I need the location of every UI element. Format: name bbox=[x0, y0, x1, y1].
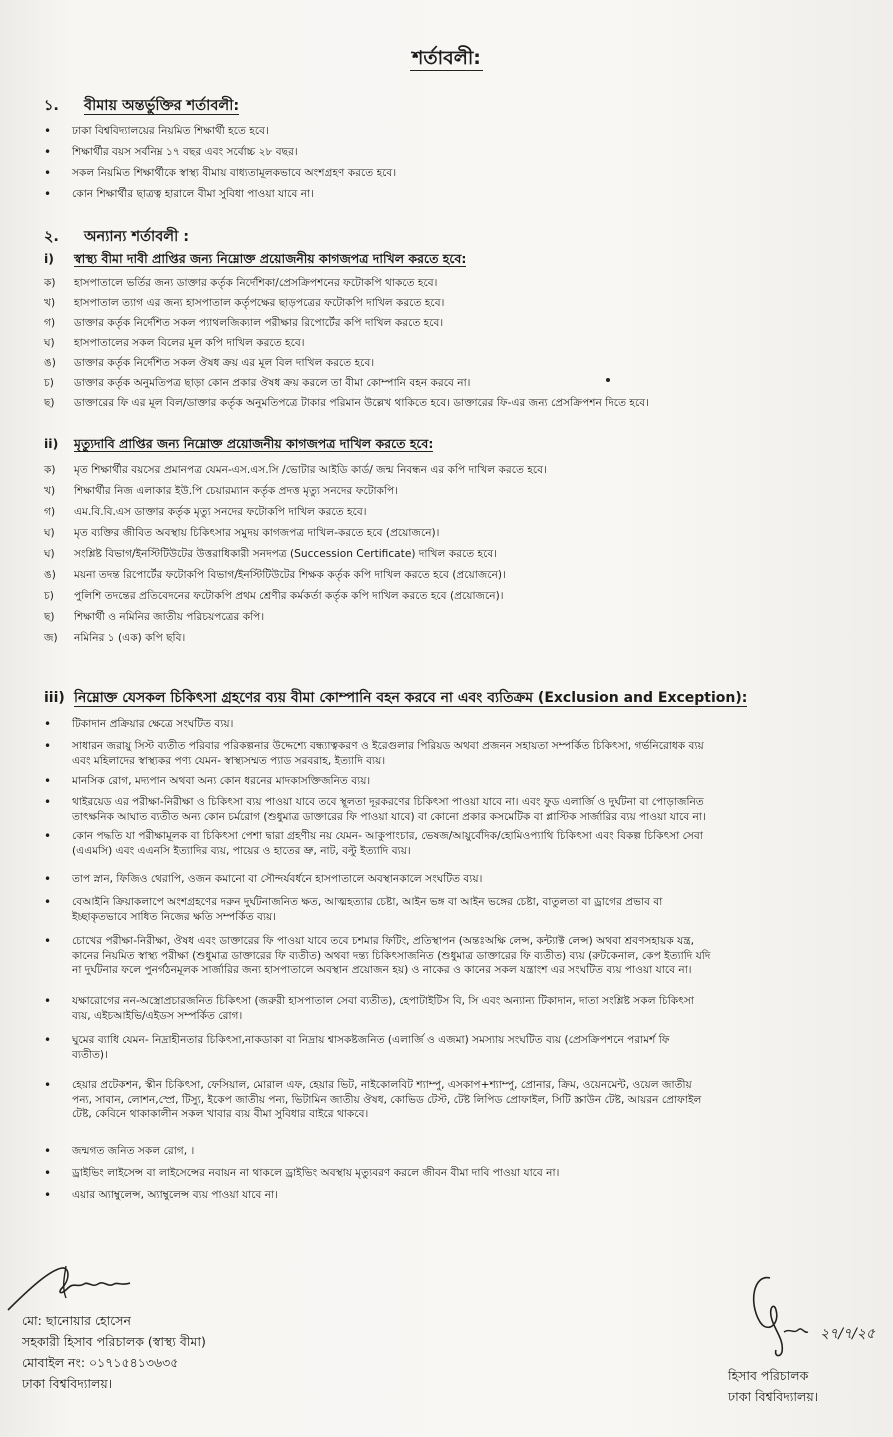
right-signatory-org: ঢাকা বিশ্ববিদ্যালয়। bbox=[728, 1389, 819, 1404]
death-claim-item: ঘ) মৃত ব্যক্তির জীবিত অবস্থায় চিকিৎসার সমুদয় কাগজপত্র দাখিল-করতে হবে (প্রয়োজনে)। bbox=[44, 527, 440, 539]
exclusion-bullet: • সাধারন জরায়ু সিস্ট ব্যতীত পরিবার পরিকল্পনার উদ্দেশ্যে বন্ধ্যাত্বকরণ ও ইরেগুলার পিরিয়ড অথবা প্রজনন সহায়তা সম্পর্কিত চিকিৎসা, গর্ভনিরোধক ব্যয় এবং মহিলাদের স্বাস্থ্যকর পণ্য যেমন- স্বাস্থ্যসম্মত প্যাড সরবরাহ, ইত্যাদি ব্যয়। bbox=[44, 739, 704, 767]
left-signatory-mobile: মোবাইল নং: ০১৭১৫৪১৩৬৩৫ bbox=[22, 1355, 179, 1370]
right-signatory-block bbox=[728, 1365, 818, 1407]
exclusion-bullet: • হেয়ার প্রটেকশন, স্কীন চিকিৎসা, ফেসিয়াল, মোরাল এফ, হেয়ার ভিট, নাইকোলবিট শ্যাম্পু, এসকাপ+শ্যাম্পু, প্রোনার, ক্রিম, ওয়েনমেন্ট, ওয়েল জাতীয় পন্য, সাবান, লোশন,স্প্রে, টিস্যু, ইকেপ জাতীয় পন্য, ভিটামিন জাতীয় ঔষধ, কোভিড টেস্ট, টেষ্ট লিপিড প্রোফাইল, সিটি স্ক্রাউন টেষ্ট, আয়রন প্রোফাইল টেষ্ট, কেবিনে থাকাকালীন সকল খাবার ব্যয় বীমা সুবিধার বাইরে থাকবে। bbox=[44, 1078, 702, 1120]
subsection-iii-heading: iii) নিম্নোক্ত যেসকল চিকিৎসা গ্রহণের ব্যয় বীমা কোম্পানি বহন করবে না এবং ব্যতিক্রম (Exclusion and Exception): bbox=[44, 690, 748, 706]
exclusion-bullet: • থাইরয়েড এর পরীক্ষা-নিরীক্ষা ও চিকিৎসা ব্যয় পাওয়া যাবে তবে স্থূলতা দূরকরণের চিকিৎসা পাওয়া যাবে না। এবং ফুড এলার্জি ও দুর্ঘটনা বা পোড়াজনিত তাৎক্ষনিক আঘাত ব্যতীত অন্য কোন চর্মরোগ (শুধুমাত্র ডাক্তারের ফি পাওয়া যাবে) বা কোনো প্রকার কসমেটিক বা প্লাস্টিক সার্জারির ব্যয় পাওয়া যাবে না। bbox=[44, 795, 706, 823]
section-1-heading: ১. বীমায় অন্তর্ভুক্তির শর্তাবলী: bbox=[44, 98, 240, 114]
exclusion-bullet: • বেআইনি ক্রিয়াকলাপে অংশগ্রহণের দরুন দুর্ঘটনাজনিত ক্ষত, আত্মহত্যার চেষ্টা, আইন ভঙ্গ বা আইন ভঙ্গের চেষ্টা, বাতুলতা বা ড্রাগের প্রভাব বা ইচ্ছাকৃতভাবে সাধিত নিজের ক্ষতি সম্পর্কিত ব্যয়। bbox=[44, 895, 663, 923]
death-claim-item: ঘ) সংশ্লিষ্ট বিভাগ/ইনস্টিটিউটের উত্তরাধিকারী সনদপত্র (Succession Certificate) দাখিল করতে হবে। bbox=[44, 548, 498, 560]
left-signatory-designation: সহকারী হিসাব পরিচালক (স্বাস্থ্য বীমা) bbox=[22, 1334, 206, 1349]
death-claim-item: জ) নমিনির ১ (এক) কপি ছবি। bbox=[44, 632, 186, 644]
exclusion-bullet: • ঘুমের ব্যাধি যেমন- নিদ্রাহীনতার চিকিৎসা,নাকডাকা বা নিদ্রায় শ্বাসকষ্টজনিত (এলার্জি ও এজমা) সমস্যায় সংঘটিত ব্যয় (প্রেসক্রিপশনে পরামর্শ ফি ব্যতীত)। bbox=[44, 1033, 670, 1061]
claim-document-item: ঘ) হাসপাতালের সকল বিলের মূল কপি দাখিল করতে হবে। bbox=[44, 337, 305, 349]
ink-dot bbox=[606, 378, 610, 382]
exclusion-bullet: • এয়ার অ্যাম্বুলেন্স, অ্যাম্বুলেন্স ব্যয় পাওয়া যাবে না। bbox=[44, 1188, 278, 1202]
death-claim-item: ঙ) ময়না তদন্ত রিপোর্টের ফটোকপি বিভাগ/ইনস্টিটিউটের শিক্ষক কর্তৃক কপি দাখিল করতে হবে (প্রয়োজনে)। bbox=[44, 569, 506, 581]
death-claim-item: খ) শিক্ষার্থীর নিজ এলাকার ইউ.পি চেয়ারম্যান কর্তৃক প্রদত্ত মৃত্যু সনদের ফটোকপি। bbox=[44, 485, 398, 497]
claim-document-item: চ) ডাক্তার কর্তৃক অনুমতিপত্র ছাড়া কোন প্রকার ঔষধ ক্রয় করলে তা বীমা কোম্পানি বহন করবে না। bbox=[44, 377, 471, 389]
exclusion-bullet: • তাপ স্নান, ফিজিও থেরাপি, ওজন কমানো বা সৌন্দর্যবর্ধনে হাসপাতালে অবস্থানকালে সংঘটিত ব্যয়। bbox=[44, 872, 483, 886]
section-1-bullet: • শিক্ষার্থীর বয়স সর্বনিম্ন ১৭ বছর এবং সর্বোচ্চ ২৮ বছর। bbox=[44, 145, 298, 159]
claim-document-item: গ) ডাক্তার কর্তৃক নির্দেশিত সকল প্যাথলজিক্যাল পরীক্ষার রিপোর্টের কপি দাখিল করতে হবে। bbox=[44, 317, 444, 329]
claim-document-item: খ) হাসপাতাল ত্যাগ এর জন্য হাসপাতাল কর্তৃপক্ষের ছাড়পত্রের ফটোকপি দাখিল করতে হবে। bbox=[44, 297, 445, 309]
exclusion-bullet: • চোখের পরীক্ষা-নিরীক্ষা, ঔষধ এবং ডাক্তারের ফি পাওয়া যাবে তবে চশমার ফিটিং, প্রতিস্থাপন (অন্তঃঅক্ষি লেন্স, কন্ট্যাক্ট লেন্স) অথবা শ্রবণসহায়ক যন্ত্র, কানের নিয়মিত স্বাস্থ্য পরীক্ষা (শুধুমাত্র ডাক্তারের ফি ব্যতীত) অথবা দন্ত্য চিকিৎসাজনিত (শুধুমাত্র ডাক্তারের ফি ব্যতীত) ব্যয় (রুটকেনাল, কেপ ইত্যাদি যদি না দুর্ঘটনার ফলে পুনর্গঠনমূলক সার্জারির জন্য হাসপাতালে অবস্থান প্রয়োজন হয়) ও নাকের ও কানের সকল যন্ত্রাংশ এর সংঘটিত ব্যয় পাওয়া যাবে না। bbox=[44, 934, 711, 976]
right-signatory-designation: হিসাব পরিচালক bbox=[728, 1368, 809, 1383]
exclusion-bullet: • যক্ষারোগের নন-অস্ত্রোপ্রচারজনিত চিকিৎসা (জরুরী হাসপাতাল সেবা ব্যতীত), হেপাটাইটিস বি, সি এবং অন্যান্য টিকাদান, দাতা সংশ্লিষ্ট সকল চিকিৎসা ব্যয়, এইচআইভি/এইডস সম্পর্কিত রোগ। bbox=[44, 994, 694, 1022]
death-claim-item: গ) এম.বি.বি.এস ডাক্তার কর্তৃক মৃত্যু সনদের ফটোকপি দাখিল করতে হবে। bbox=[44, 506, 367, 518]
claim-document-item: ছ) ডাক্তারের ফি এর মূল বিল/ডাক্তার কর্তৃক অনুমতিপত্রে টাকার পরিমান উল্লেখ থাকিতে হবে। ডাক্তারের ফি-এর জন্য প্রেসক্রিপশন দিতে হবে। bbox=[44, 397, 649, 409]
exclusion-bullet: • কোন পদ্ধতি যা পরীক্ষামূলক বা চিকিৎসা পেশা দ্বারা গ্রহণীয় নয় যেমন- আকুপাংচার, ভেষজ/আয়ুর্বেদিক/হোমিওপ্যাথি চিকিৎসা এবং বিকল্প চিকিৎসা সেবা (এএমসি) এবং এএনসি ইত্যাদির ব্যয়, পায়ের ও হাতের ভ্রু, নাট, বল্টু ইত্যাদি ব্যয়। bbox=[44, 829, 703, 857]
subsection-ii-heading: ii) মৃত্যুদাবি প্রাপ্তির জন্য নিম্নোক্ত প্রয়োজনীয় কাগজপত্র দাখিল করতে হবে: bbox=[44, 436, 434, 451]
page-title: শর্তাবলী: bbox=[412, 47, 481, 69]
section-1-bullet: • সকল নিয়মিত শিক্ষার্থীকে স্বাস্থ্য বীমায় বাধ্যতামূলকভাবে অংশগ্রহণ করতে হবে। bbox=[44, 166, 397, 180]
left-signatory-org: ঢাকা বিশ্ববিদ্যালয়। bbox=[22, 1376, 113, 1391]
death-claim-item: ক) মৃত শিক্ষার্থীর বয়সের প্রমানপত্র যেমন-এস.এস.সি /ভোটার আইডি কার্ড/ জন্ম নিবন্ধন এর কপি দাখিল করতে হবে। bbox=[44, 464, 547, 476]
section-1-bullet: • ঢাকা বিশ্ববিদ্যালয়ের নিয়মিত শিক্ষার্থী হতে হবে। bbox=[44, 124, 269, 138]
left-signature-image bbox=[0, 1258, 150, 1318]
exclusion-bullet: • টিকাদান প্রক্রিয়ার ক্ষেত্রে সংঘটিত ব্যয়। bbox=[44, 717, 234, 731]
left-signatory-block bbox=[22, 1310, 206, 1394]
claim-document-item: ঙ) ডাক্তার কর্তৃক নির্দেশিত সকল ঔষধ ক্রয় এর মূল বিল দাখিল করতে হবে। bbox=[44, 357, 375, 369]
section-1-bullet: • কোন শিক্ষার্থীর ছাত্রত্ব হারালে বীমা সুবিধা পাওয়া যাবে না। bbox=[44, 187, 314, 201]
section-2-heading: ২. অন্যান্য শর্তাবলী : bbox=[44, 229, 190, 245]
exclusion-bullet: • মানসিক রোগ, মদ্যপান অথবা অন্য কোন ধরনের মাদকাসক্তিজনিত ব্যয়। bbox=[44, 774, 371, 788]
death-claim-item: ছ) শিক্ষার্থী ও নমিনির জাতীয় পরিচয়পত্রের কপি। bbox=[44, 611, 265, 623]
right-signature-image bbox=[740, 1262, 830, 1372]
claim-document-item: ক) হাসপাতালে ভর্তির জন্য ডাক্তার কর্তৃক নির্দেশিকা/প্রেসক্রিপশনের ফটোকপি থাকতে হবে। bbox=[44, 277, 438, 289]
left-signatory-name: মো: ছানোয়ার হোসেন bbox=[22, 1313, 131, 1328]
exclusion-bullet: • জন্মগত জনিত সকল রোগ, । bbox=[44, 1144, 195, 1158]
right-signature-date: ২৭/৭/২৫ bbox=[820, 1326, 875, 1342]
death-claim-item: চ) পুলিশি তদন্তের প্রতিবেদনের ফটোকপি প্রথম শ্রেণীর কর্মকর্তা কর্তৃক কপি দাখিল করতে হবে (প্রয়োজনে)। bbox=[44, 590, 504, 602]
exclusion-bullet: • ড্রাইভিং লাইসেন্স বা লাইসেন্সের নবায়ন না থাকলে ড্রাইভিং অবস্থায় মৃত্যুবরণ করলে জীবন বীমা দাবি পাওয়া যাবে না। bbox=[44, 1166, 560, 1180]
subsection-i-heading: i) স্বাস্থ্য বীমা দাবী প্রাপ্তির জন্য নিম্নোক্ত প্রয়োজনীয় কাগজপত্র দাখিল করতে হবে: bbox=[44, 251, 467, 266]
